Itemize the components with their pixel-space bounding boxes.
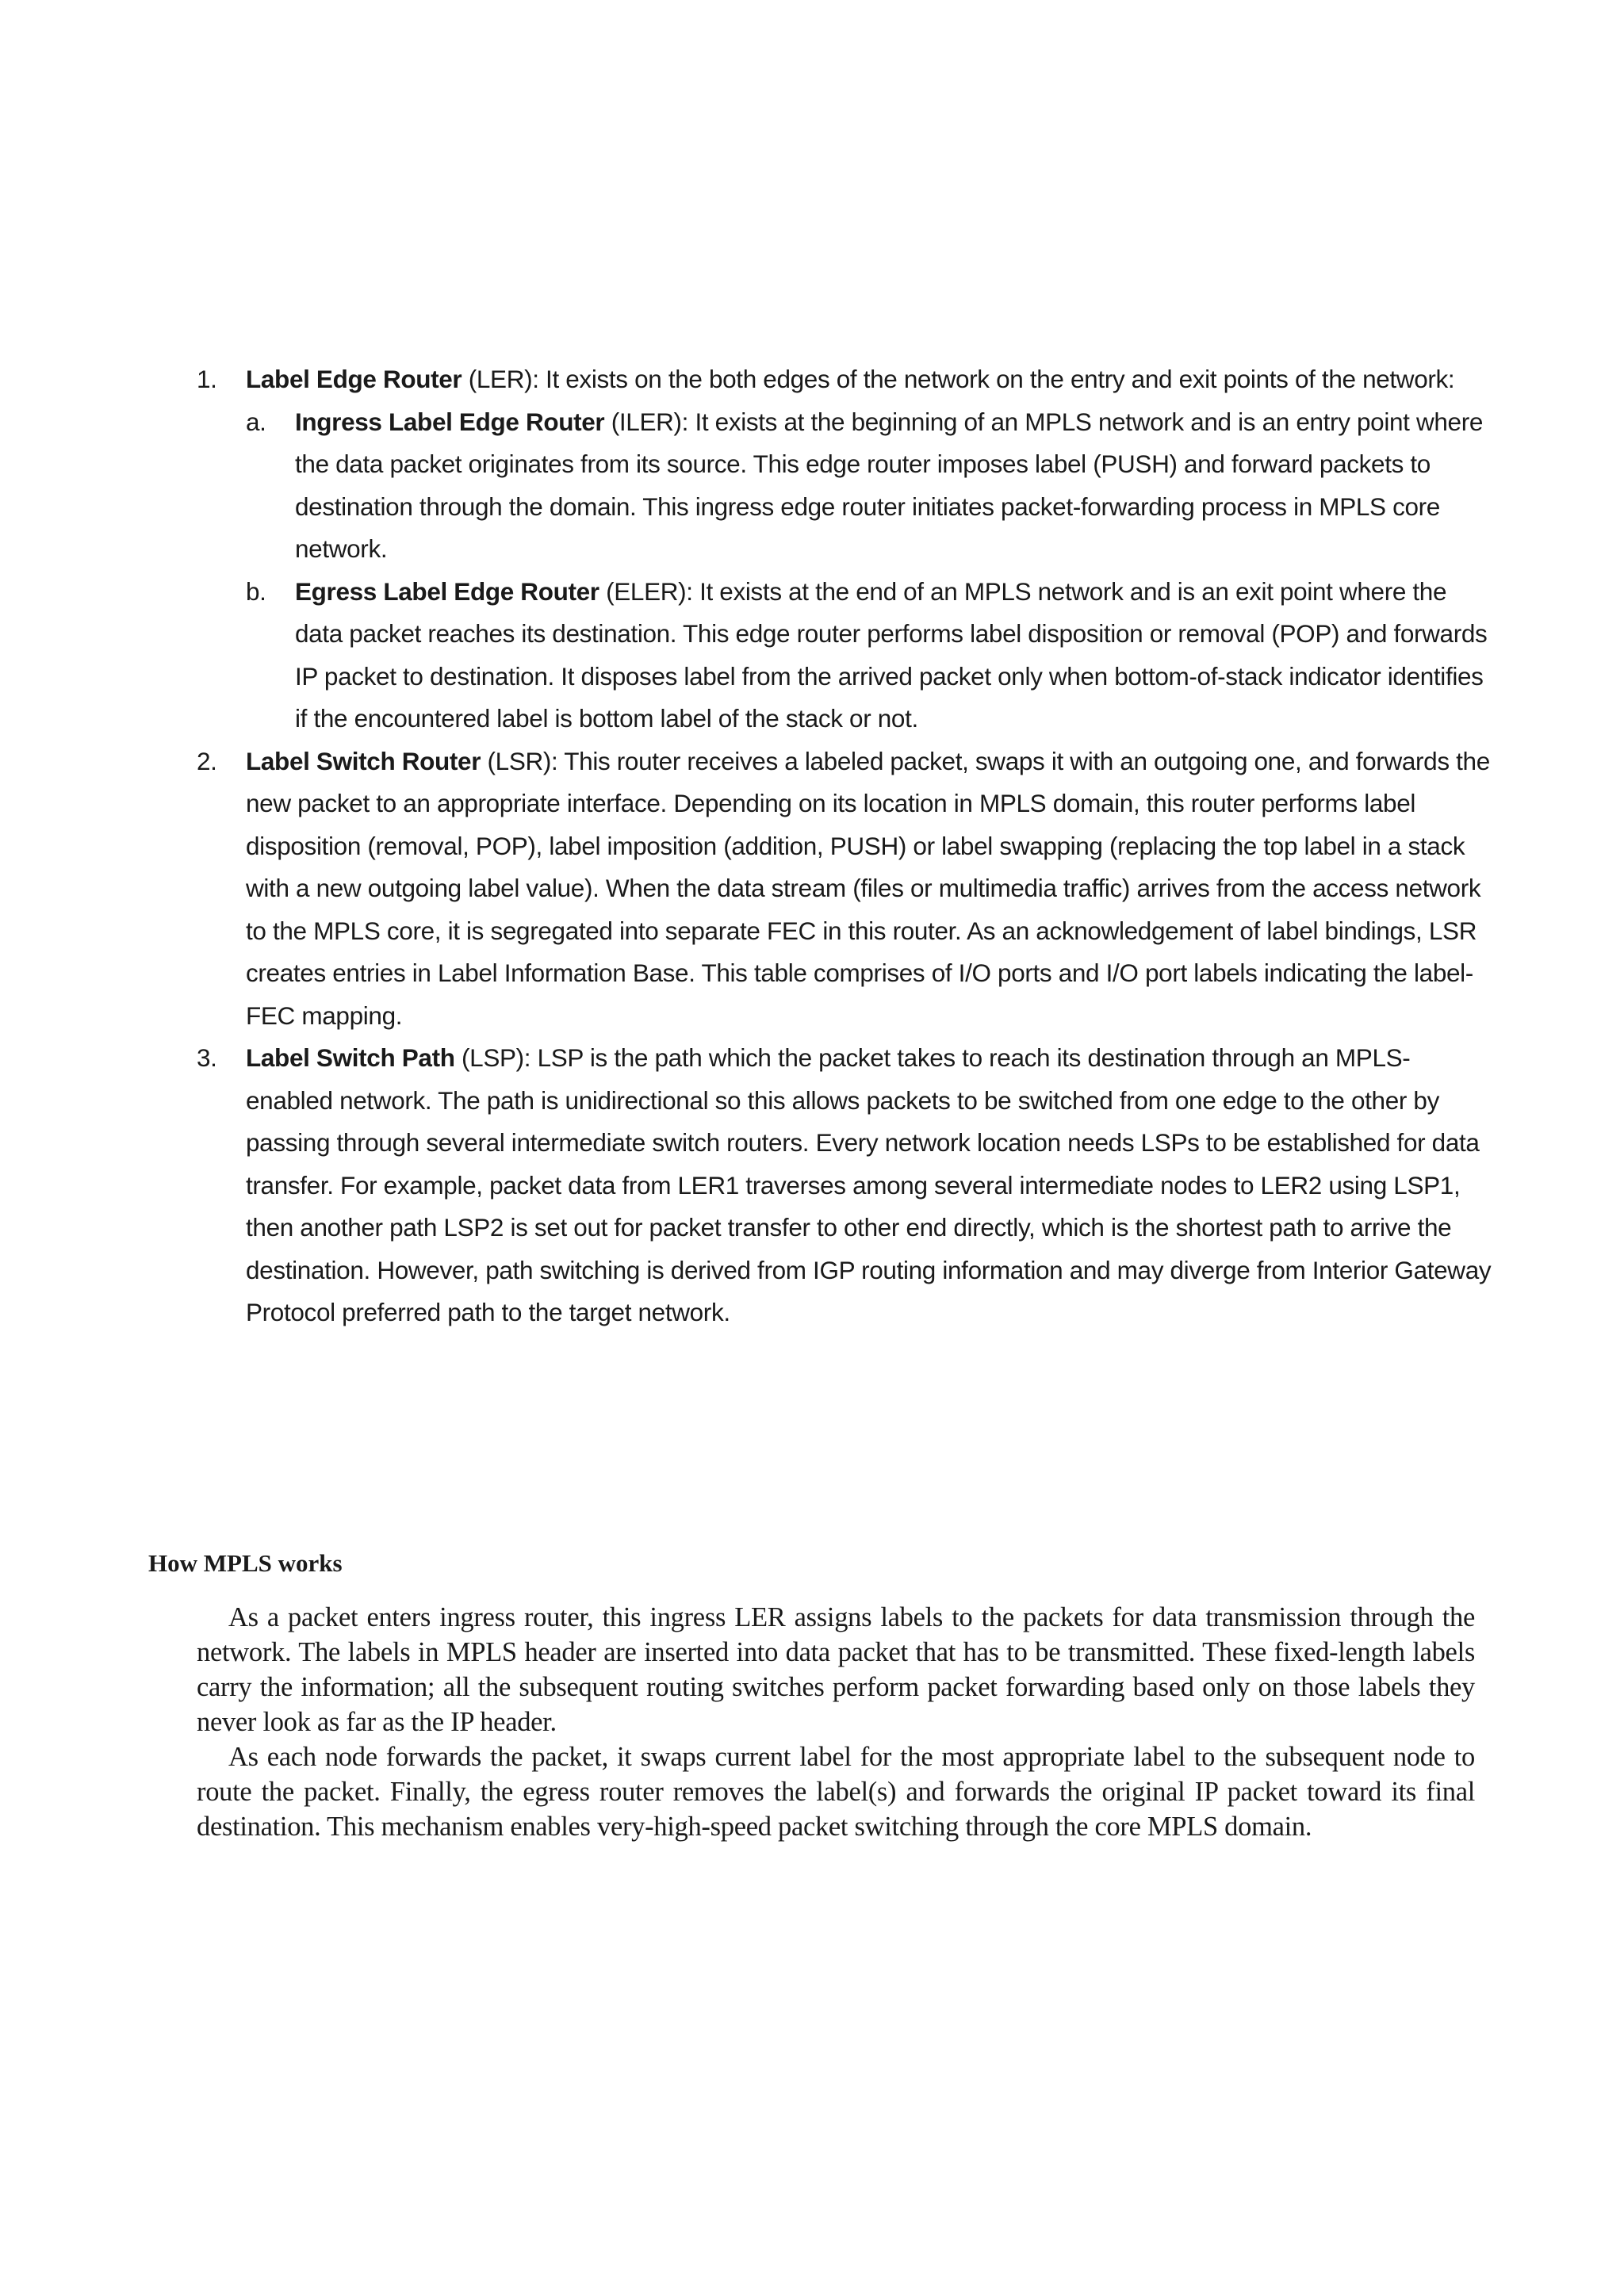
subitem-letter: a. [246, 407, 266, 436]
definition-item-lsp [197, 1037, 1497, 1334]
item-number: 1. [197, 365, 217, 393]
definition-subitem-eler [246, 571, 1497, 740]
item-description: (LSP): LSP is the path which the packet takes to reach its destination through an MPLS-enabled network. The path is unidirectional so this allows packets to be switched from one edge to the other by passing through several intermediate switch routers. Every network location needs LSPs to be established for data transfer. For example, packet data from LER1 traverses among several intermediate nodes to LER2 using LSP1, then another path LSP2 is set out for packet transfer to other end directly, which is the shortest path to arrive the destination. However, path switching is derived from IGP routing information and may diverge from Interior Gateway Protocol preferred path to the target network. [246, 1043, 1492, 1326]
item-description: (LER): It exists on the both edges of the network on the entry and exit points of the network: [462, 365, 1455, 393]
subitem-description: (ILER): It exists at the beginning of an MPLS network and is an entry point where the data packet originates from its source. This edge router imposes label (PUSH) and forward packets to destination through the domain. This ingress edge router initiates packet-forwarding process in MPLS core network. [295, 407, 1483, 563]
item-term: Label Switch Router [246, 746, 481, 775]
item-text [246, 747, 1490, 1030]
definition-item-ler [197, 358, 1497, 401]
item-description: (LSR): This router receives a labeled packet, swaps it with an outgoing one, and forwards the new packet to an appropriate interface. Depending on its location in MPLS domain, this router performs label disposition (removal, POP), label imposition (addition, PUSH) or label swapping (replacing the top label in a stack with a new outgoing label value). When the data stream (files or multimedia traffic) arrives from the access network to the MPLS core, it is segregated into separate FEC in this router. As an acknowledgement of label bindings, LSR creates entries in Label Information Base. This table comprises of I/O ports and I/O port labels indicating the label-FEC mapping. [246, 746, 1490, 1030]
item-number: 2. [197, 746, 217, 775]
definition-sublist [246, 401, 1497, 740]
item-term: Label Edge Router [246, 365, 462, 393]
subitem-letter: b. [246, 576, 266, 606]
definition-list [197, 358, 1497, 1334]
subitem-text [295, 577, 1487, 733]
item-number: 3. [197, 1043, 217, 1072]
section-paragraph: As each node forwards the packet, it swaps current label for the most appropriate label to the subsequent node to route the packet. Finally, the egress router removes the label(s) and forwards the original IP packet toward its final destination. This mechanism enables very-high-speed packet switching through the core MPLS domain. [197, 1742, 1475, 1842]
definition-subitem-iler [246, 401, 1497, 571]
subitem-description: (ELER): It exists at the end of an MPLS network and is an exit point where the data packet reaches its destination. This edge router performs label disposition or removal (POP) and forwards IP packet to destination. It disposes label from the arrived packet only when bottom-of-stack indicator identifies if the encountered label is bottom label of the stack or not. [295, 576, 1488, 733]
item-term: Label Switch Path [246, 1043, 455, 1072]
section-heading: How MPLS works [148, 1549, 343, 1577]
section-body [197, 1600, 1475, 1844]
subitem-term: Egress Label Edge Router [295, 576, 599, 606]
item-text [246, 365, 1454, 393]
section-paragraph: As a packet enters ingress router, this ingress LER assigns labels to the packets for data transmission through the network. The labels in MPLS header are inserted into data packet that has to be transmitted. These fixed-length labels carry the information; all the subsequent routing switches perform packet forwarding based only on those labels they never look as far as the IP header. [197, 1602, 1475, 1737]
subitem-text [295, 408, 1483, 564]
item-text [246, 1043, 1491, 1326]
subitem-term: Ingress Label Edge Router [295, 407, 605, 436]
definition-item-lsr [197, 740, 1497, 1038]
